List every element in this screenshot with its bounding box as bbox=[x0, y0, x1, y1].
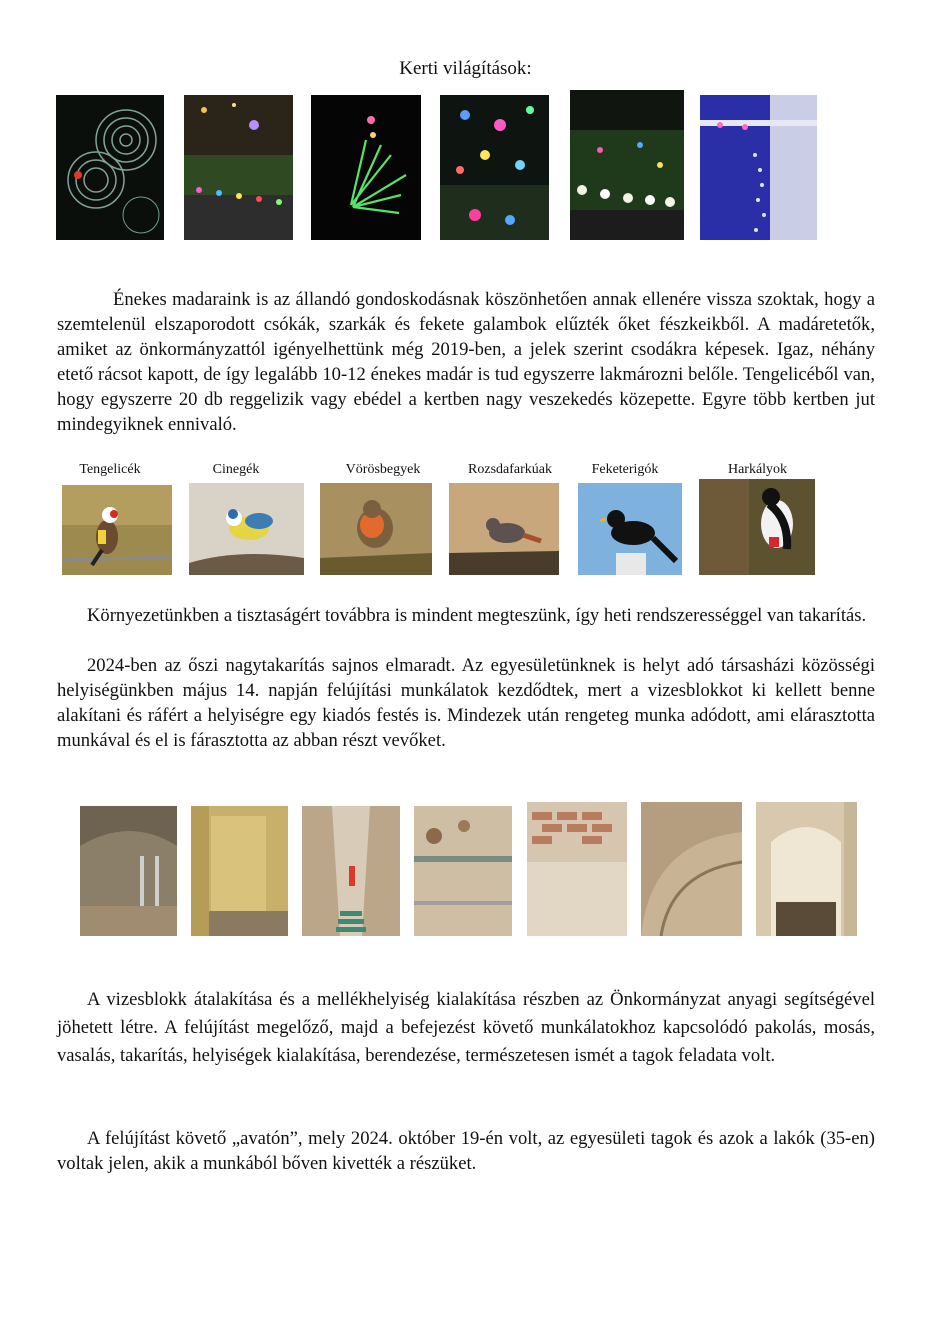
page-title: Kerti világítások: bbox=[399, 58, 532, 79]
bird-label-blackbird: Feketerigók bbox=[591, 462, 659, 477]
renovation-photo-4 bbox=[414, 806, 512, 936]
woodpecker-photo bbox=[699, 479, 815, 575]
renovation-photo-1 bbox=[80, 806, 177, 936]
bird-label-redstart: Rozsdafarkúak bbox=[468, 462, 552, 477]
garden-light-photo-1 bbox=[56, 95, 164, 240]
cleanliness-paragraph: Környezetünkben a tisztaságért továbbra is mindent megteszünk, így heti rendszerességgel van takarítás. bbox=[87, 605, 867, 626]
garden-light-photo-4 bbox=[440, 95, 549, 240]
goldfinch-photo bbox=[62, 485, 172, 575]
garden-light-photo-6 bbox=[700, 95, 817, 240]
renovation-paragraph: 2024-ben az őszi nagytakarítás sajnos elmaradt. Az egyesületünknek is helyt adó társasházi közösségi helyiségünkben május 14. napján felújítási munkálatok kezdődtek, mert a vizesblokkot ki kellett benne alakítani és ráfért a helyiségre egy kiadós festés is. Mindezek után rengeteg munka adódott, ami elárasztotta munkával és el is fárasztotta az abban részt vevőket. bbox=[57, 655, 875, 751]
inauguration-paragraph: A felújítást követő „avatón”, mely 2024. október 19-én volt, az egyesületi tagok és azok a lakók (35-en) voltak jelen, akik a munkából bőven kivették a részüket. bbox=[57, 1128, 875, 1174]
garden-light-photo-3 bbox=[311, 95, 421, 240]
garden-light-photo-5 bbox=[570, 90, 684, 240]
tit-photo bbox=[189, 483, 304, 575]
bird-label-goldfinch: Tengelicék bbox=[79, 462, 141, 477]
bathroom-paragraph: A vizesblokk átalakítása és a mellékhelyiség kialakítása részben az Önkormányzat anyagi segítségével jöhetett létre. A felújítást megelőző, majd a befejezést követő munkálatokhoz kapcsolódó pakolás, mosás, vasalás, takarítás, helyiségek kialakítása, berendezése, természetesen ismét a tagok feladata volt. bbox=[57, 989, 875, 1066]
renovation-photo-6 bbox=[641, 802, 742, 936]
bird-label-woodpecker: Harkályok bbox=[727, 462, 788, 477]
bird-label-tit: Cinegék bbox=[212, 462, 260, 477]
birds-paragraph: Énekes madaraink is az állandó gondoskodásnak köszönhetően annak ellenére vissza szoktak, hogy a szemtelenül elszaporodott csókák, szarkák és fekete galambok elűzték őket fészkeikből. A madáretetők, amiket az önkormányzattól igényelhettünk még 2019-ben, a jelek szerint csodákra képesek. Igaz, néhány etető rácsot kapott, de így legalább 10-12 énekes madár is tud egyszerre lakmározni belőle. Tengelicéből van, hogy egyszerre 20 db reggelizik vagy ebédel a kertben nagy veszekedés közepette. Egyre több kertben jut mindegyiknek ennivaló. bbox=[57, 289, 875, 435]
bird-label-robin: Vörösbegyek bbox=[345, 462, 421, 477]
renovation-photo-7 bbox=[756, 802, 857, 936]
garden-light-photo-2 bbox=[184, 95, 293, 240]
redstart-photo bbox=[449, 483, 559, 575]
robin-photo bbox=[320, 483, 432, 575]
blackbird-photo bbox=[578, 483, 682, 575]
renovation-photo-3 bbox=[302, 806, 400, 936]
renovation-photo-5 bbox=[527, 802, 627, 936]
renovation-photo-2 bbox=[191, 806, 288, 936]
